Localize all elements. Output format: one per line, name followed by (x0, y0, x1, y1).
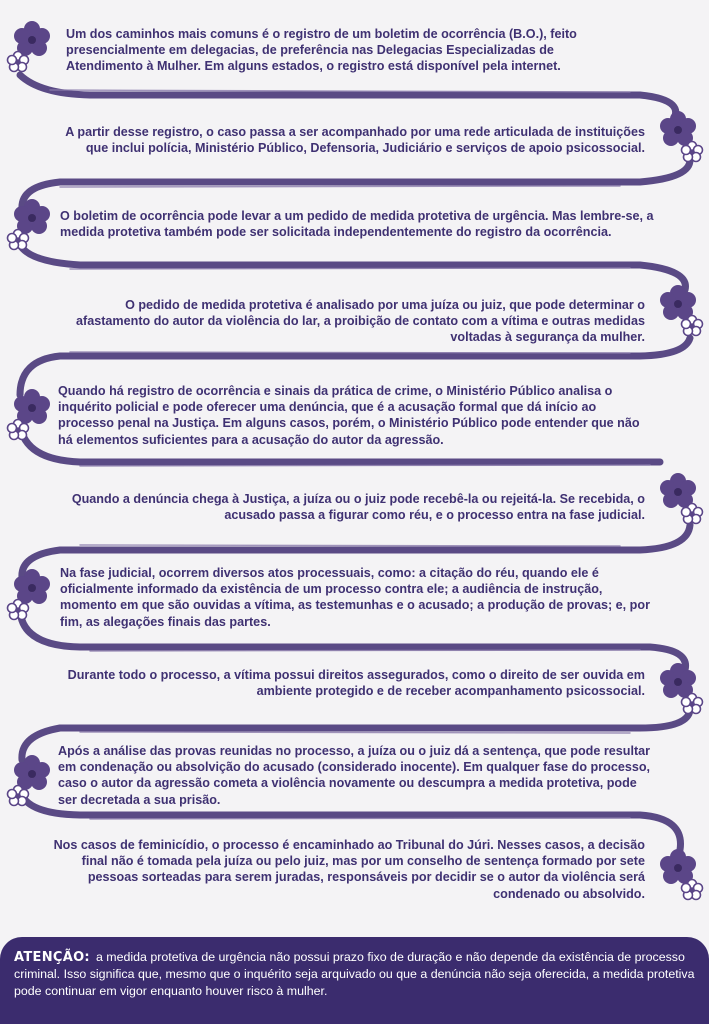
step-1-text: Um dos caminhos mais comuns é o registro de um boletim de ocorrência (B.O.), feito presencialmente em delegacias, de preferência nas Delegacias Especializadas de Atendimento à Mulher. Em alguns estados, o registro está disponível pela internet. (66, 27, 577, 74)
step-2-text: A partir desse registro, o caso passa a ser acompanhado por uma rede articulada de instituições que inclui polícia, Ministério Público, Defensoria, Judiciário e serviços de apoio psicossocial. (65, 125, 645, 156)
step-7-text: Na fase judicial, ocorrem diversos atos processuais, como: a citação do réu, quando ele é oficialmente informado da existência de um processo contra ele; a audiência de instrução, momento em que são ouvidas a vítima, as testemunhas e o acusado; a produção de provas; e, por fim, as alegações finais das partes. (60, 566, 650, 629)
flower-icon (654, 660, 706, 720)
flower-icon (654, 846, 706, 906)
step-6-text: Quando a denúncia chega à Justiça, a juíza ou o juiz pode recebê-la ou rejeitá-la. Se recebida, o acusado passa a figurar como réu, e o processo entra na fase judicial. (71, 492, 645, 523)
step-10-text: Nos casos de feminicídio, o processo é encaminhado ao Tribunal do Júri. Nesses casos, a decisão final não é tomada pela juíza ou pelo juiz, mas por um conselho de sentença formado por sete pessoas sorteadas para serem juradas, responsáveis por decidir se o autor da violência será condenado ou absolvido. (53, 838, 645, 901)
flower-icon (4, 566, 56, 626)
step-9-text: Após a análise das provas reunidas no processo, a juíza ou o juiz dá a sentença, que pode resultar em condenação ou absolvição do acusado (considerado inocente). Em qualquer fase do processo, caso o autor da agressão cometa a violência novamente ou descumpra a medida protetiva, pode ser decretada a sua prisão. (58, 744, 651, 807)
flower-icon (4, 752, 56, 812)
flower-icon (4, 18, 56, 78)
flower-icon (4, 196, 56, 256)
step-5-text: Quando há registro de ocorrência e sinais da prática de crime, o Ministério Público analisa o inquérito policial e pode oferecer uma denúncia, que é a acusação formal que dá início ao processo penal na Justiça. Em alguns casos, porém, o Ministério Público pode entender que não há elementos suficientes para a acusação do autor da agressão. (58, 384, 640, 447)
attention-box (0, 937, 709, 1024)
step-4-text: O pedido de medida protetiva é analisado por uma juíza ou juiz, que pode determinar o afastamento do autor da violência do lar, a proibição de contato com a vítima e outras medidas voltadas à segurança da mulher. (76, 298, 645, 345)
flower-icon (654, 108, 706, 168)
step-3-text: O boletim de ocorrência pode levar a um pedido de medida protetiva de urgência. Mas lembre-se, a medida protetiva também pode ser solicitada independentemente do registro da ocorrência. (60, 209, 654, 240)
flower-icon (654, 470, 706, 530)
step-8-text: Durante todo o processo, a vítima possui direitos assegurados, como o direito de ser ouvida em ambiente protegido e de receber acompanhamento psicossocial. (67, 668, 645, 699)
attention-label: ATENÇÃO: (14, 950, 90, 965)
flower-icon (654, 282, 706, 342)
flower-icon (4, 386, 56, 446)
attention-text: a medida protetiva de urgência não possui prazo fixo de duração e não depende da existência de processo criminal. Isso significa que, mesmo que o inquérito seja arquivado ou que a denúncia não seja oferecida, a medida protetiva pode continuar em vigor enquanto houver risco à mulher. (14, 950, 695, 998)
